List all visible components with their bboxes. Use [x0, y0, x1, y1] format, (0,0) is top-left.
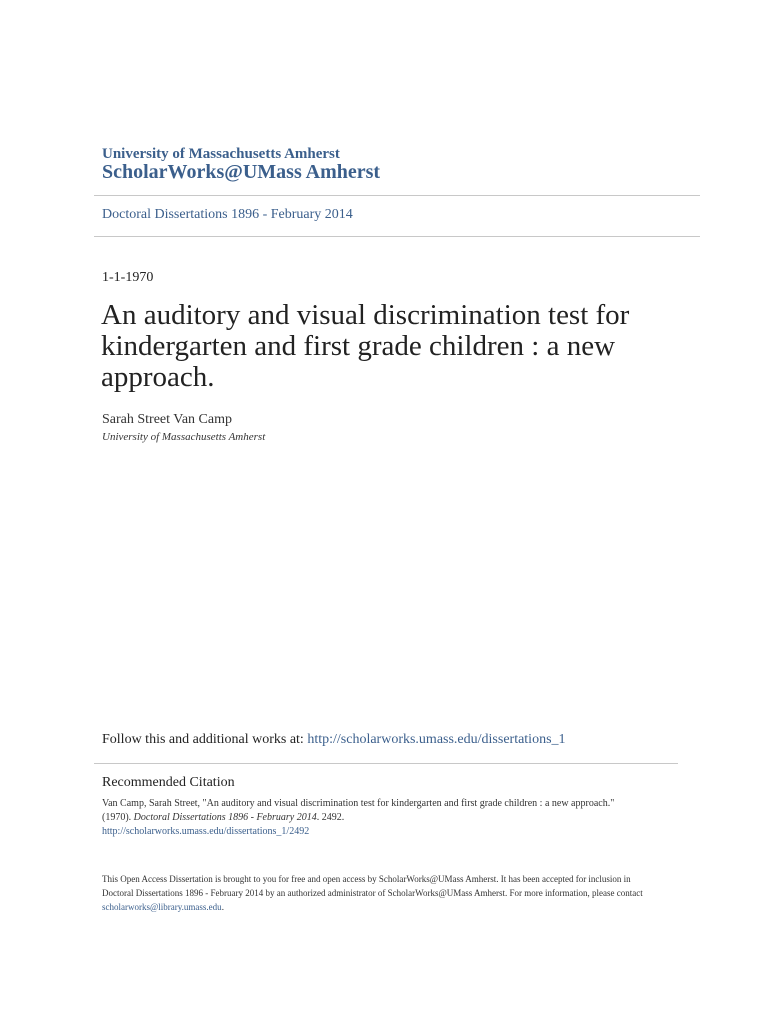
- citation-year: (1970).: [102, 812, 134, 823]
- follow-prefix: Follow this and additional works at:: [102, 732, 308, 747]
- citation-line-1: Van Camp, Sarah Street, "An auditory and visual discrimination test for kindergarten and first grade children : a new approach.": [102, 798, 615, 809]
- header-divider: [94, 195, 700, 196]
- citation-url-link[interactable]: http://scholarworks.umass.edu/dissertations_1/2492: [102, 826, 310, 837]
- follow-line: [102, 732, 566, 748]
- notice-period: .: [221, 902, 224, 912]
- series-link[interactable]: Doctoral Dissertations 1896 - February 2014: [102, 207, 353, 222]
- follow-url-link[interactable]: http://scholarworks.umass.edu/dissertations_1: [307, 732, 566, 747]
- citation-heading: Recommended Citation: [102, 775, 235, 790]
- document-title: [101, 300, 661, 393]
- notice-line-2: Doctoral Dissertations 1896 - February 2014 by an authorized administrator of ScholarWorks@UMass Amherst. For more information, please contact: [102, 888, 643, 898]
- author-name: Sarah Street Van Camp: [102, 412, 232, 427]
- publication-date: 1-1-1970: [102, 270, 154, 285]
- citation-series: Doctoral Dissertations 1896 - February 2014: [133, 812, 317, 823]
- citation-block: [102, 797, 682, 839]
- access-notice: [102, 872, 682, 914]
- repository-link[interactable]: ScholarWorks@UMass Amherst: [102, 161, 381, 183]
- author-affiliation: University of Massachusetts Amherst: [102, 431, 266, 443]
- notice-line-1: This Open Access Dissertation is brought to you for free and open access by ScholarWorks@UMass Amherst. It has been accepted for inclusion in: [102, 874, 631, 884]
- title-line-2: kindergarten and first grade children : a new: [101, 330, 616, 362]
- contact-email-link[interactable]: scholarworks@library.umass.edu: [102, 902, 222, 912]
- citation-number: . 2492.: [316, 812, 345, 823]
- citation-divider: [94, 763, 678, 764]
- institution-link[interactable]: University of Massachusetts Amherst: [102, 146, 340, 162]
- title-line-3: approach.: [101, 361, 215, 393]
- title-line-1: An auditory and visual discrimination test for: [101, 299, 630, 331]
- series-divider: [94, 236, 700, 237]
